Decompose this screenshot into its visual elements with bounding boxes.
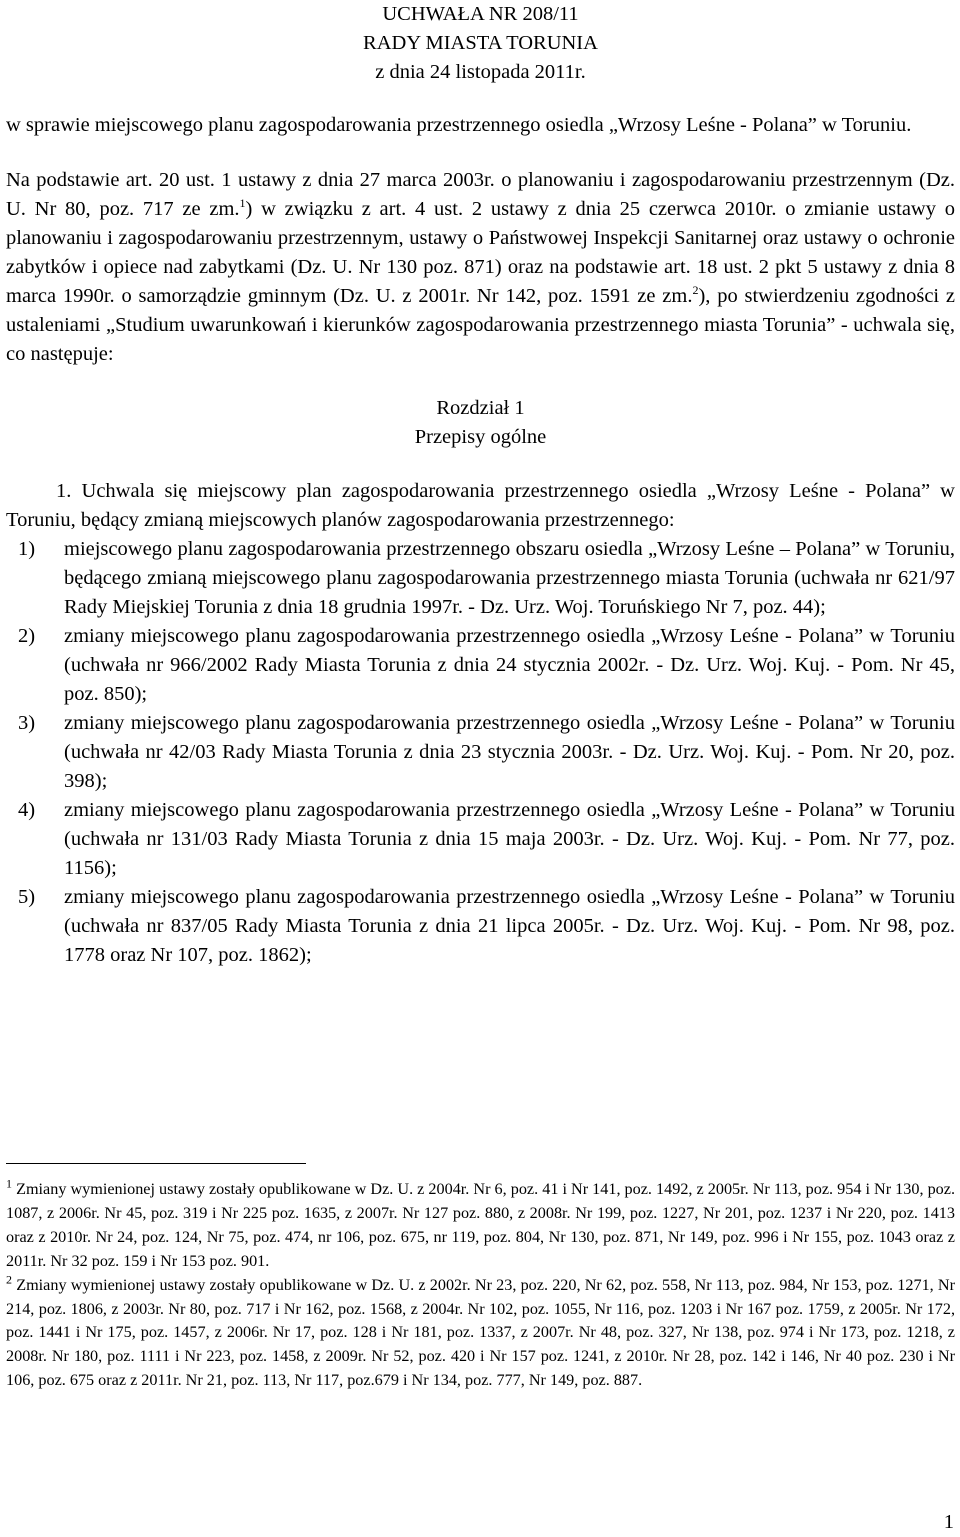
- footnote-ref-1: 1: [239, 196, 246, 211]
- page-number: 1: [943, 1511, 954, 1533]
- list-item: [6, 535, 955, 622]
- list-item-number: 4): [18, 799, 36, 821]
- list-item: [6, 709, 955, 796]
- list-item: [6, 622, 955, 709]
- footnote-1-text: Zmiany wymienionej ustawy zostały opublikowane w Dz. U. z 2004r. Nr 6, poz. 41 i Nr 141, poz. 1492, z 2005r. Nr 113, poz. 954 i Nr 130, poz. 1087, z 2006r. Nr 45, poz. 319 i Nr 225 poz. 1635, z 2007r. Nr 127 poz. 880, z 2008r. Nr 199, poz. 1227, Nr 201, poz. 1237 i Nr 220, poz. 1413 oraz z 2010r. Nr 24, poz. 124, Nr 75, poz. 474, nr 106, poz. 675, nr 119, poz. 804, Nr 130, poz. 871, Nr 149, poz. 996 i Nr 155, poz. 1043 oraz z 2011r. Nr 32 poz. 159 i Nr 153 poz. 901.: [6, 1180, 955, 1270]
- footnote-separator: [6, 1163, 306, 1164]
- amended-plans-list: [6, 535, 955, 970]
- list-item-text: zmiany miejscowego planu zagospodarowania przestrzennego osiedla „Wrzosy Leśne - Polana” w Toruniu (uchwała nr 837/05 Rady Miasta Torunia z dnia 21 lipca 2005r. - Dz. Urz. Woj. Kuj. - Pom. Nr 98, poz. 1778 oraz Nr 107, poz. 1862);: [64, 886, 955, 966]
- footnotes: [6, 1178, 955, 1393]
- footnote-ref-2: 2: [692, 283, 699, 298]
- council-name: RADY MIASTA TORUNIA: [363, 32, 598, 54]
- chapter-heading: [6, 394, 955, 452]
- list-item-text: zmiany miejscowego planu zagospodarowania przestrzennego osiedla „Wrzosy Leśne - Polana” w Toruniu (uchwała nr 966/2002 Rady Miasta Torunia z dnia 24 stycznia 2002r. - Dz. Urz. Woj. Kuj. - Pom. Nr 45, poz. 850);: [64, 625, 955, 705]
- footnote-1-marker: 1: [6, 1176, 12, 1191]
- list-item: [6, 883, 955, 970]
- resolution-date: z dnia 24 listopada 2011r.: [375, 61, 586, 83]
- section-1-lead: 1. Uchwala się miejscowy plan zagospodarowania przestrzennego osiedla „Wrzosy Leśne - Polana” w Toruniu, będący zmianą miejscowych planów zagospodarowania przestrzennego:: [6, 480, 955, 531]
- footnote-2-marker: 2: [6, 1272, 12, 1287]
- preamble-text-part2: ) w związku z art. 4 ust. 2 ustawy z dnia 25 czerwca 2010r. o zmianie ustawy o planowaniu i zagospodarowaniu przestrzennym, ustawy o Państwowej Inspekcji Sanitarnej oraz ustawy o ochronie zabytków i opiece nad zabytkami (Dz. U. Nr 130 poz. 871) oraz na podstawie art. 18 ust. 2 pkt 5 ustawy z dnia 8 marca 1990r. o samorządzie gminnym (Dz. U. z 2001r. Nr 142, poz. 1591 ze zm.: [6, 198, 955, 307]
- list-item-text: miejscowego planu zagospodarowania przestrzennego obszaru osiedla „Wrzosy Leśne – Polana” w Toruniu, będącego zmianą miejscowego planu zagospodarowania przestrzennego miasta Torunia (uchwała nr 621/97 Rady Miejskiej Torunia z dnia 18 grudnia 1997r. - Dz. Urz. Woj. Toruńskiego Nr 7, poz. 44);: [64, 538, 955, 618]
- list-item-number: 1): [18, 538, 36, 560]
- resolution-header: [6, 0, 955, 87]
- resolution-subject: w sprawie miejscowego planu zagospodarowania przestrzennego osiedla „Wrzosy Leśne - Polana” w Toruniu.: [6, 114, 912, 136]
- preamble-text-part3: ), po stwierdzeniu zgodności z ustaleniami „Studium uwarunkowań i kierunków zagospodarowania przestrzennego miasta Torunia” - uchwala się, co następuje:: [6, 285, 956, 365]
- document-page: [6, 0, 955, 970]
- footnote-2: [6, 1274, 955, 1394]
- chapter-number: Rozdział 1: [436, 397, 525, 419]
- list-item-text: zmiany miejscowego planu zagospodarowania przestrzennego osiedla „Wrzosy Leśne - Polana” w Toruniu (uchwała nr 131/03 Rady Miasta Torunia z dnia 15 maja 2003r. - Dz. Urz. Woj. Kuj. - Pom. Nr 77, poz. 1156);: [64, 799, 955, 879]
- legal-basis-preamble: [6, 166, 955, 369]
- list-item-number: 5): [18, 886, 36, 908]
- resolution-number: UCHWAŁA NR 208/11: [382, 3, 579, 25]
- list-item-number: 3): [18, 712, 36, 734]
- chapter-title: Przepisy ogólne: [414, 426, 547, 448]
- footnote-1: [6, 1178, 955, 1274]
- list-item-number: 2): [18, 625, 36, 647]
- preamble-text-part1: Na podstawie art. 20 ust. 1 ustawy z dnia 27 marca 2003r. o planowaniu i zagospodarowaniu przestrzennym (Dz. U. Nr 80, poz. 717 ze zm.: [6, 169, 955, 220]
- list-item-text: zmiany miejscowego planu zagospodarowania przestrzennego osiedla „Wrzosy Leśne - Polana” w Toruniu (uchwała nr 42/03 Rady Miasta Torunia z dnia 23 stycznia 2003r. - Dz. Urz. Woj. Kuj. - Pom. Nr 20, poz. 398);: [64, 712, 955, 792]
- list-item: [6, 796, 955, 883]
- footnote-2-text: Zmiany wymienionej ustawy zostały opublikowane w Dz. U. z 2002r. Nr 23, poz. 220, Nr 62, poz. 558, Nr 113, poz. 984, Nr 153, poz. 1271, Nr 214, poz. 1806, z 2003r. Nr 80, poz. 717 i Nr 162, poz. 1568, z 2004r. Nr 102, poz. 1055, Nr 116, poz. 1203 i Nr 167 poz. 1759, z 2005r. Nr 172, poz. 1441 i Nr 175, poz. 1457, z 2006r. Nr 17, poz. 128 i Nr 181, poz. 1337, z 2007r. Nr 48, poz. 327, Nr 138, poz. 974 i Nr 173, poz. 1218, z 2008r. Nr 180, poz. 1111 i Nr 223, poz. 1458, z 2009r. Nr 52, poz. 420 i Nr 157 poz. 1241, z 2010r. Nr 28, poz. 142 i 146, Nr 40 poz. 230 i Nr 106, poz. 675 oraz z 2011r. Nr 21, poz. 113, Nr 117, poz.679 i Nr 134, poz. 777, Nr 149, poz. 887.: [6, 1275, 955, 1390]
